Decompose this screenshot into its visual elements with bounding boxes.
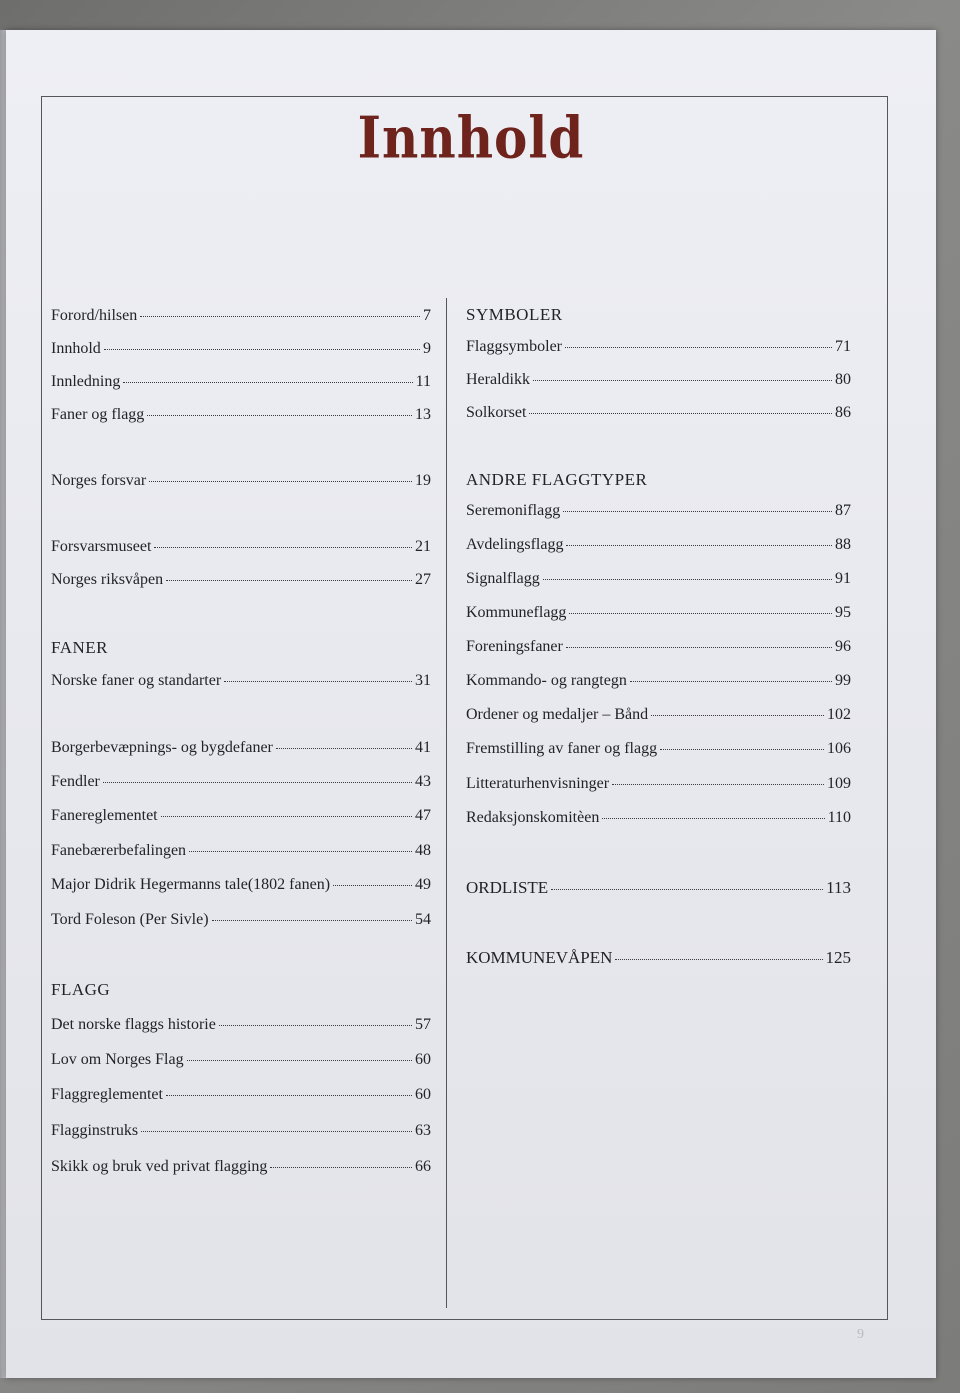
toc-entry [51,472,431,490]
toc-entry [51,538,431,556]
leader-dots [187,1060,412,1061]
toc-entry-page: 99 [835,672,851,689]
toc-entry-label: Flaggreglementet [51,1086,163,1103]
leader-dots [660,749,824,750]
leader-dots [224,681,412,682]
leader-dots [140,316,420,317]
toc-entry [466,404,851,422]
leader-dots [615,959,822,960]
leader-dots [123,382,412,383]
toc-entry [466,338,851,356]
toc-entry [51,307,431,325]
section-heading: FLAGG [51,980,111,999]
toc-entry-label: KOMMUNEVÅPEN [466,948,613,967]
toc-entry-page: 88 [835,536,851,553]
leader-dots [219,1025,412,1026]
toc-entry-label: Norske faner og standarter [51,672,222,689]
toc-entry-page: 106 [827,740,851,757]
toc-entry-label: Skikk og bruk ved privat flagging [51,1158,268,1175]
toc-entry-page: 91 [835,570,851,587]
column-divider [446,298,447,1308]
toc-entry-label: Heraldikk [466,371,530,388]
toc-entry-page: 60 [415,1086,431,1103]
toc-entry-page: 63 [415,1122,431,1139]
toc-entry [51,739,431,757]
leader-dots [104,349,420,350]
leader-dots [276,748,412,749]
toc-entry-label: Fanebærerbefalingen [51,842,187,859]
leader-dots [333,885,412,886]
toc-entry [51,373,431,391]
leader-dots [212,920,412,921]
leader-dots [569,613,832,614]
leader-dots [147,415,412,416]
toc-entry [466,371,851,389]
leader-dots [533,380,832,381]
leader-dots [630,681,832,682]
toc-entry-page: 13 [415,406,431,423]
toc-entry-page: 11 [415,373,431,390]
toc-entry-page: 43 [415,773,431,790]
leader-dots [543,579,832,580]
page-number: 9 [857,1327,864,1342]
toc-entry-label: Major Didrik Hegermanns tale(1802 fanen) [51,876,331,893]
section-heading: ANDRE FLAGGTYPER [466,470,648,489]
leader-dots [651,715,824,716]
toc-entry-label: Innhold [51,340,101,357]
leader-dots [154,547,412,548]
toc-entry [466,706,851,724]
toc-entry-page: 54 [415,911,431,928]
toc-entry [51,773,431,791]
leader-dots [612,784,824,785]
toc-entry [51,406,431,424]
toc-entry-page: 110 [827,809,851,826]
toc-entry-label: Innledning [51,373,121,390]
toc-entry-label: Kommuneflagg [466,604,567,621]
toc-entry-page: 60 [415,1051,431,1068]
toc-entry-label: Litteraturhenvisninger [466,775,610,792]
toc-entry-label: Signalflagg [466,570,540,587]
leader-dots [149,481,412,482]
toc-entry-page: 96 [835,638,851,655]
toc-entry-page: 80 [835,371,851,388]
toc-entry-page: 7 [423,307,431,324]
toc-entry [466,740,851,758]
toc-entry-label: Redaksjonskomitèen [466,809,600,826]
toc-entry [51,1122,431,1140]
toc-entry-label: Norges forsvar [51,472,147,489]
toc-entry-label: Forord/hilsen [51,307,138,324]
toc-entry [466,502,851,520]
leader-dots [166,580,412,581]
toc-entry [466,536,851,554]
toc-entry [466,809,851,827]
leader-dots [103,782,412,783]
toc-entry-label: Foreningsfaner [466,638,563,655]
toc-entry-label: Faner og flagg [51,406,145,423]
toc-entry-label: ORDLISTE [466,878,549,897]
toc-entry-label: Norges riksvåpen [51,571,164,588]
toc-entry-page: 87 [835,502,851,519]
toc-entry-label: Seremoniflagg [466,502,561,519]
toc-entry [51,1016,431,1034]
toc-entry-label: Borgerbevæpnings- og bygdefaner [51,739,273,756]
toc-entry [51,911,431,929]
toc-entry-page: 48 [415,842,431,859]
toc-entry [51,1158,431,1176]
page-title: Innhold [357,103,585,172]
toc-entry-page: 9 [423,340,431,357]
leader-dots [529,413,832,414]
leader-dots [602,818,824,819]
toc-entry-label: Det norske flaggs historie [51,1016,216,1033]
toc-entry [466,672,851,690]
toc-entry-page: 41 [415,739,431,756]
toc-entry-label: Forsvarsmuseet [51,538,152,555]
toc-entry-page: 86 [835,404,851,421]
toc-entry-page: 21 [415,538,431,555]
toc-entry-label: Flagginstruks [51,1122,139,1139]
toc-entry [51,1086,431,1104]
toc-entry-page: 47 [415,807,431,824]
leader-dots [166,1095,412,1096]
toc-entry-page: 19 [415,472,431,489]
leader-dots [565,347,832,348]
toc-entry-page: 71 [835,338,851,355]
leader-dots [270,1167,412,1168]
leader-dots [551,889,823,890]
toc-entry-label: Fendler [51,773,100,790]
toc-entry-page: 66 [415,1158,431,1175]
book-page [6,30,936,1378]
toc-entry [466,948,851,968]
toc-entry-label: Flaggsymboler [466,338,562,355]
toc-entry [51,340,431,358]
leader-dots [566,545,832,546]
toc-entry [466,878,851,898]
toc-entry-page: 125 [825,948,851,967]
toc-entry-label: Avdelingsflagg [466,536,564,553]
toc-entry-label: Lov om Norges Flag [51,1051,184,1068]
toc-entry [51,807,431,825]
toc-entry-page: 113 [826,878,851,897]
toc-entry-page: 27 [415,571,431,588]
toc-entry [51,571,431,589]
toc-entry-label: Tord Foleson (Per Sivle) [51,911,209,928]
toc-entry-label: Kommando- og rangtegn [466,672,627,689]
toc-entry-page: 109 [827,775,851,792]
toc-entry-page: 31 [415,672,431,689]
toc-entry-page: 102 [827,706,851,723]
toc-entry-page: 49 [415,876,431,893]
toc-entry [466,638,851,656]
leader-dots [563,511,832,512]
toc-entry [466,604,851,622]
leader-dots [161,816,412,817]
toc-entry [51,1051,431,1069]
toc-entry-label: Solkorset [466,404,527,421]
toc-entry-page: 57 [415,1016,431,1033]
toc-entry [51,672,431,690]
section-heading: FANER [51,638,108,657]
toc-entry [51,876,431,894]
leader-dots [141,1131,412,1132]
toc-entry-label: Ordener og medaljer – Bånd [466,706,649,723]
toc-entry [466,570,851,588]
leader-dots [189,851,412,852]
toc-entry [51,842,431,860]
toc-entry-label: Fanereglementet [51,807,158,824]
toc-entry [466,775,851,793]
leader-dots [566,647,832,648]
section-heading: SYMBOLER [466,305,563,324]
toc-entry-page: 95 [835,604,851,621]
toc-entry-label: Fremstilling av faner og flagg [466,740,658,757]
